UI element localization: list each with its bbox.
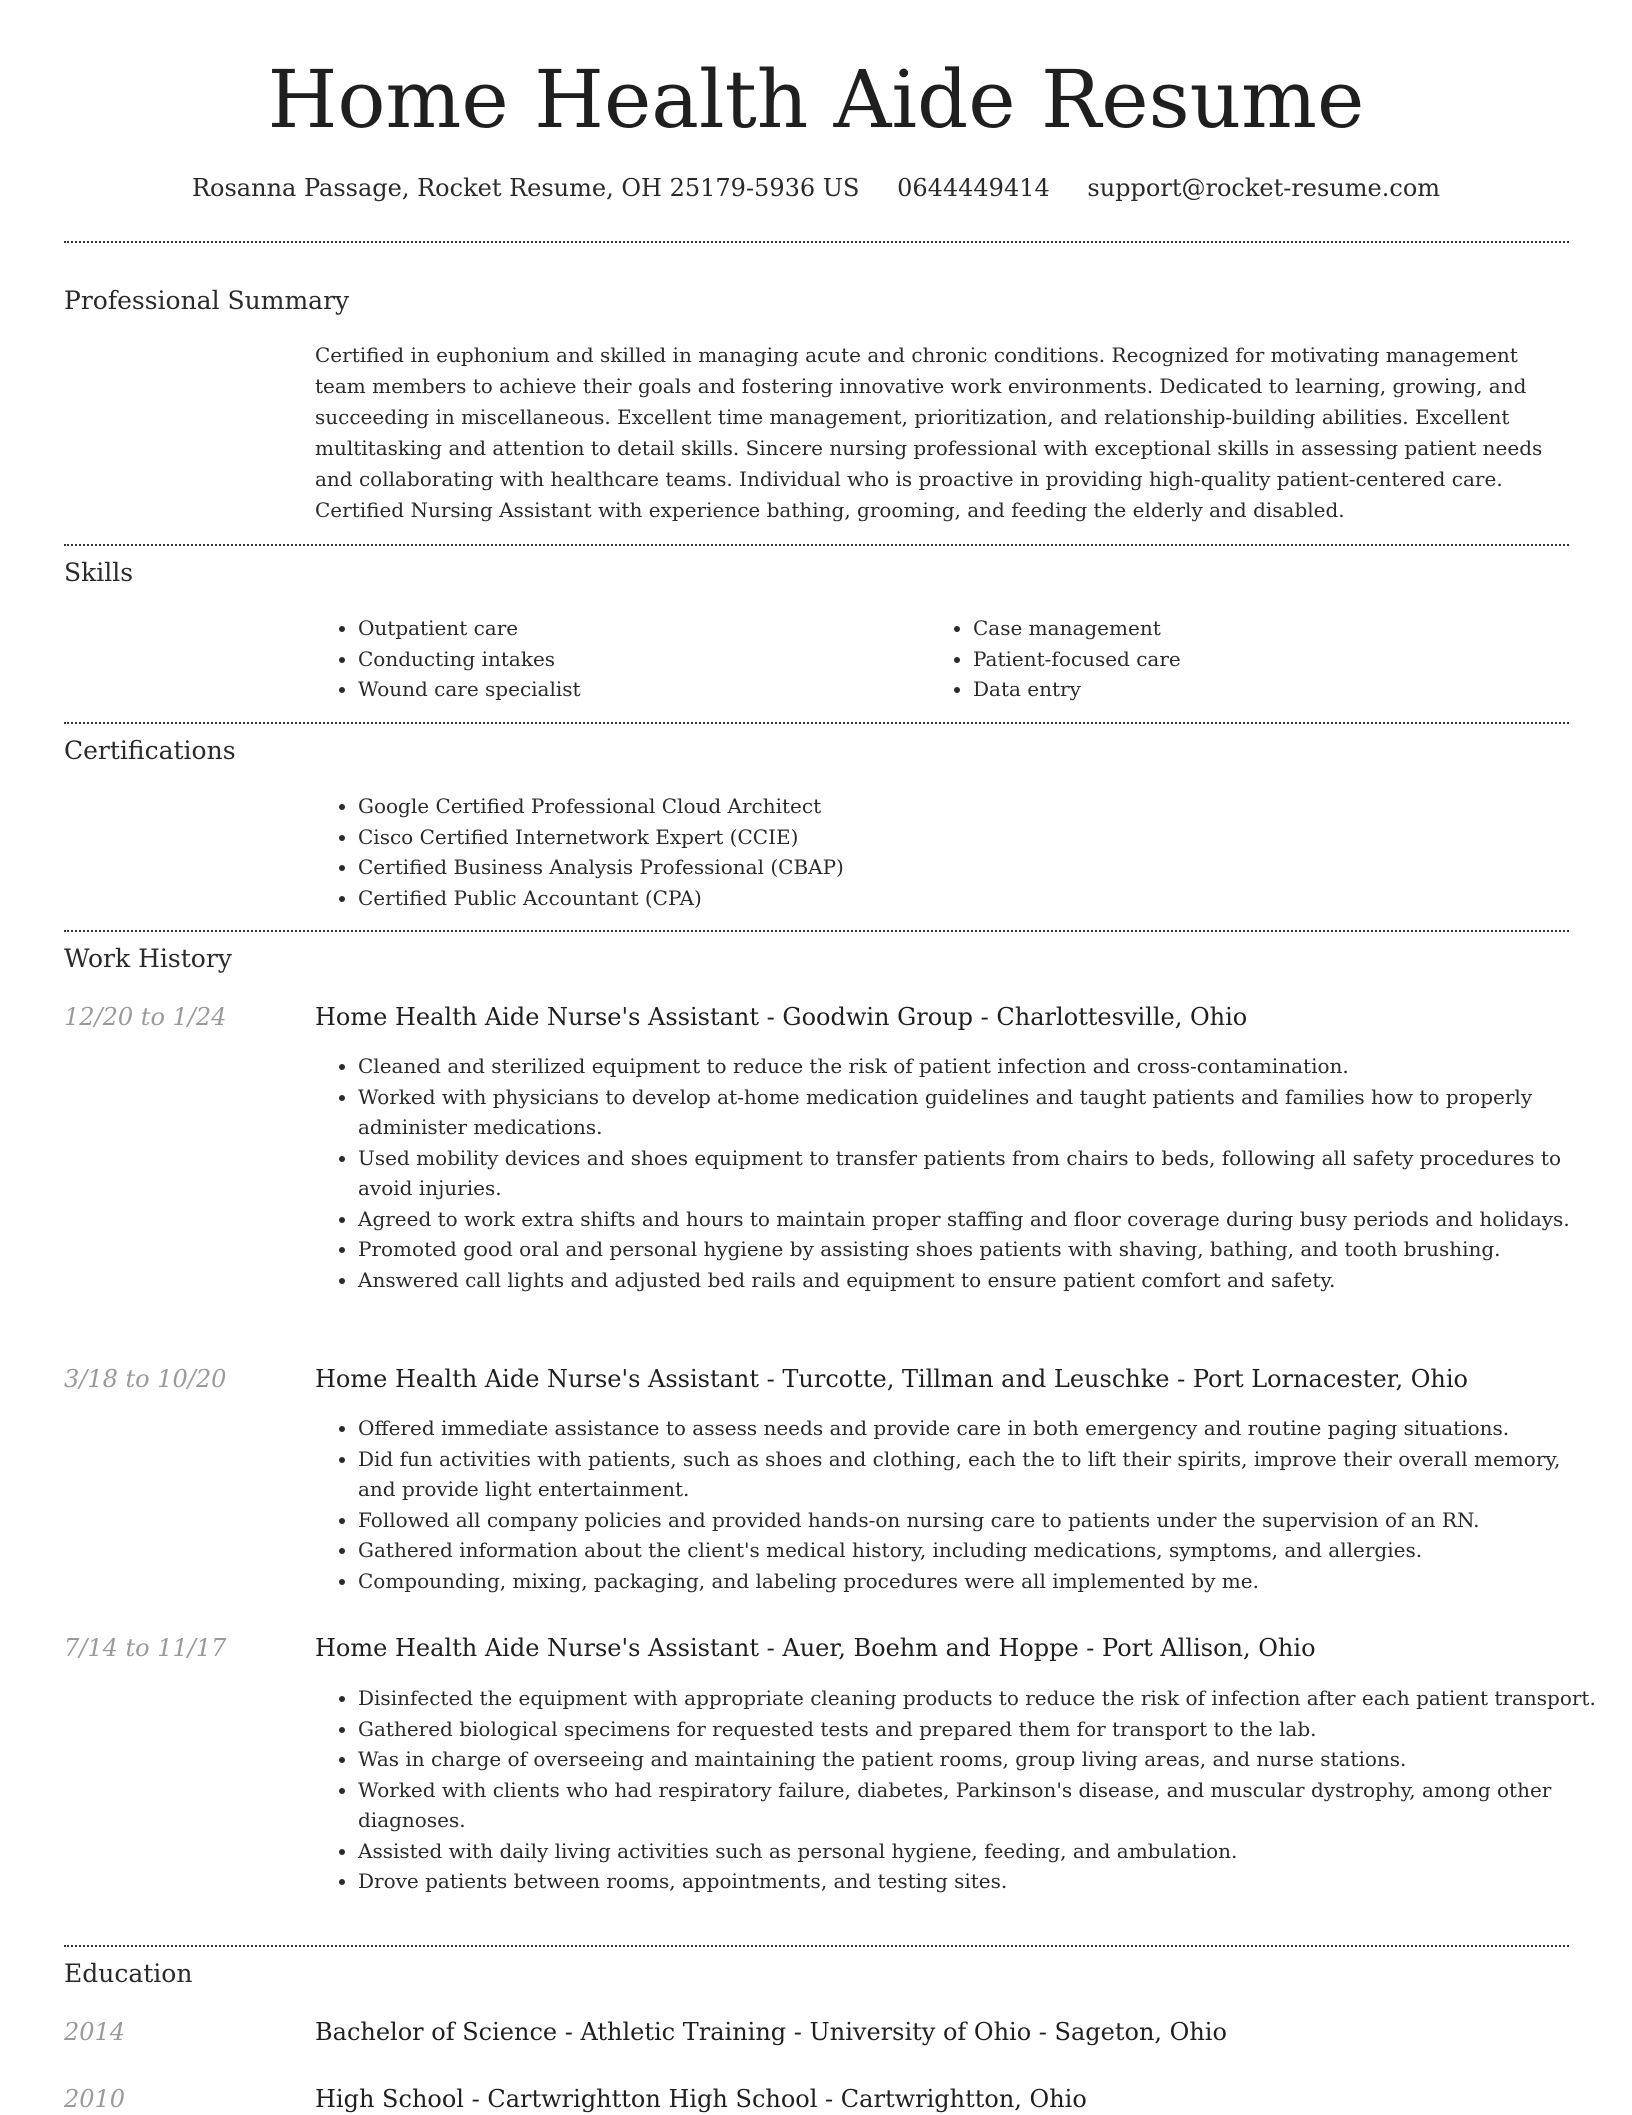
list-item: • Followed all company policies and provided hands-on nursing care to patients under the supervision of an RN.: [358, 1505, 1603, 1536]
summary-text: Certified in euphonium and skilled in managing acute and chronic conditions. Recognized for motivating management team members to achieve their goals and fostering innovative work environments. Dedicated to learning, growing, and succeeding in miscellaneous. Excellent time management, prioritization, and relationship-building abilities. Excellent multitasking and attention to detail skills. Sincere nursing professional with exceptional skills in assessing patient needs and collaborating with healthcare teams. Individual who is proactive in providing high-quality patient-centered care. Certified Nursing Assistant with experience bathing, grooming, and feeding the elderly and disabled.: [315, 343, 1543, 522]
job-dates: 7/14 to 11/17: [64, 1634, 227, 1662]
certifications-list: [314, 791, 1558, 913]
education-title: High School - Cartwrightton High School - Cartwrightton, Ohio: [315, 2085, 1087, 2113]
list-item: • Offered immediate assistance to assess needs and provide care in both emergency and routine paging situations.: [358, 1413, 1603, 1444]
job-bullets: [314, 1413, 1603, 1596]
contact-line: [0, 172, 1632, 204]
job-title: Home Health Aide Nurse's Assistant - Goodwin Group - Charlottesville, Ohio: [315, 1003, 1248, 1031]
section-divider: [64, 930, 1569, 932]
section-divider: [64, 1945, 1569, 1947]
list-item: • Agreed to work extra shifts and hours to maintain proper staffing and floor coverage during busy periods and holidays.: [358, 1204, 1603, 1235]
summary-heading: Professional Summary: [64, 286, 350, 315]
job-title: Home Health Aide Nurse's Assistant - Turcotte, Tillman and Leuschke - Port Lornacester, Ohio: [315, 1365, 1468, 1393]
list-item: • Wound care specialist: [358, 674, 918, 705]
list-item: • Drove patients between rooms, appointments, and testing sites.: [358, 1866, 1603, 1897]
list-item: • Cisco Certified Internetwork Expert (CCIE): [358, 822, 1558, 853]
list-item: • Case management: [973, 613, 1573, 644]
job-bullets: [314, 1683, 1603, 1897]
section-divider: [64, 241, 1569, 243]
list-item: • Gathered biological specimens for requested tests and prepared them for transport to the lab.: [358, 1714, 1603, 1745]
list-item: • Was in charge of overseeing and maintaining the patient rooms, group living areas, and nurse stations.: [358, 1744, 1603, 1775]
list-item: • Assisted with daily living activities such as personal hygiene, feeding, and ambulation.: [358, 1836, 1603, 1867]
list-item: • Gathered information about the client's medical history, including medications, symptoms, and allergies.: [358, 1535, 1603, 1566]
contact-email: support@rocket-resume.com: [1087, 174, 1441, 202]
skills-list-left: [314, 613, 918, 705]
list-item: • Certified Business Analysis Professional (CBAP): [358, 852, 1558, 883]
list-item: • Worked with clients who had respiratory failure, diabetes, Parkinson's disease, and muscular dystrophy, among other diagnoses.: [358, 1775, 1603, 1836]
job-bullets: [314, 1051, 1603, 1295]
list-item: • Answered call lights and adjusted bed rails and equipment to ensure patient comfort and safety.: [358, 1265, 1603, 1296]
list-item: • Used mobility devices and shoes equipment to transfer patients from chairs to beds, following all safety procedures to avoid injuries.: [358, 1143, 1603, 1204]
list-item: • Did fun activities with patients, such as shoes and clothing, each the to lift their spirits, improve their overall memory, and provide light entertainment.: [358, 1444, 1603, 1505]
resume-title: Home Health Aide Resume: [267, 53, 1365, 146]
job-dates: 3/18 to 10/20: [64, 1365, 227, 1393]
list-item: • Compounding, mixing, packaging, and labeling procedures were all implemented by me.: [358, 1566, 1603, 1597]
skills-heading: Skills: [64, 558, 134, 587]
list-item: • Cleaned and sterilized equipment to reduce the risk of patient infection and cross-contamination.: [358, 1051, 1603, 1082]
education-heading: Education: [64, 1959, 193, 1988]
work-heading: Work History: [64, 944, 232, 973]
education-title: Bachelor of Science - Athletic Training - University of Ohio - Sageton, Ohio: [315, 2018, 1227, 2046]
list-item: • Data entry: [973, 674, 1573, 705]
education-year: 2010: [64, 2085, 126, 2113]
list-item: • Conducting intakes: [358, 644, 918, 675]
list-item: • Disinfected the equipment with appropriate cleaning products to reduce the risk of infection after each patient transport.: [358, 1683, 1603, 1714]
list-item: • Outpatient care: [358, 613, 918, 644]
list-item: • Worked with physicians to develop at-home medication guidelines and taught patients and families how to properly administer medications.: [358, 1082, 1603, 1143]
education-year: 2014: [64, 2018, 126, 2046]
list-item: • Google Certified Professional Cloud Architect: [358, 791, 1558, 822]
section-divider: [64, 544, 1569, 546]
list-item: • Promoted good oral and personal hygiene by assisting shoes patients with shaving, bathing, and tooth brushing.: [358, 1234, 1603, 1265]
job-title: Home Health Aide Nurse's Assistant - Auer, Boehm and Hoppe - Port Allison, Ohio: [315, 1634, 1316, 1662]
section-divider: [64, 722, 1569, 724]
contact-address: Rosanna Passage, Rocket Resume, OH 25179-5936 US: [191, 174, 860, 202]
skills-list-right: [929, 613, 1573, 705]
certifications-heading: Certifications: [64, 736, 236, 765]
contact-phone: 0644449414: [897, 174, 1050, 202]
list-item: • Patient-focused care: [973, 644, 1573, 675]
job-dates: 12/20 to 1/24: [64, 1003, 227, 1031]
list-item: • Certified Public Accountant (CPA): [358, 883, 1558, 914]
